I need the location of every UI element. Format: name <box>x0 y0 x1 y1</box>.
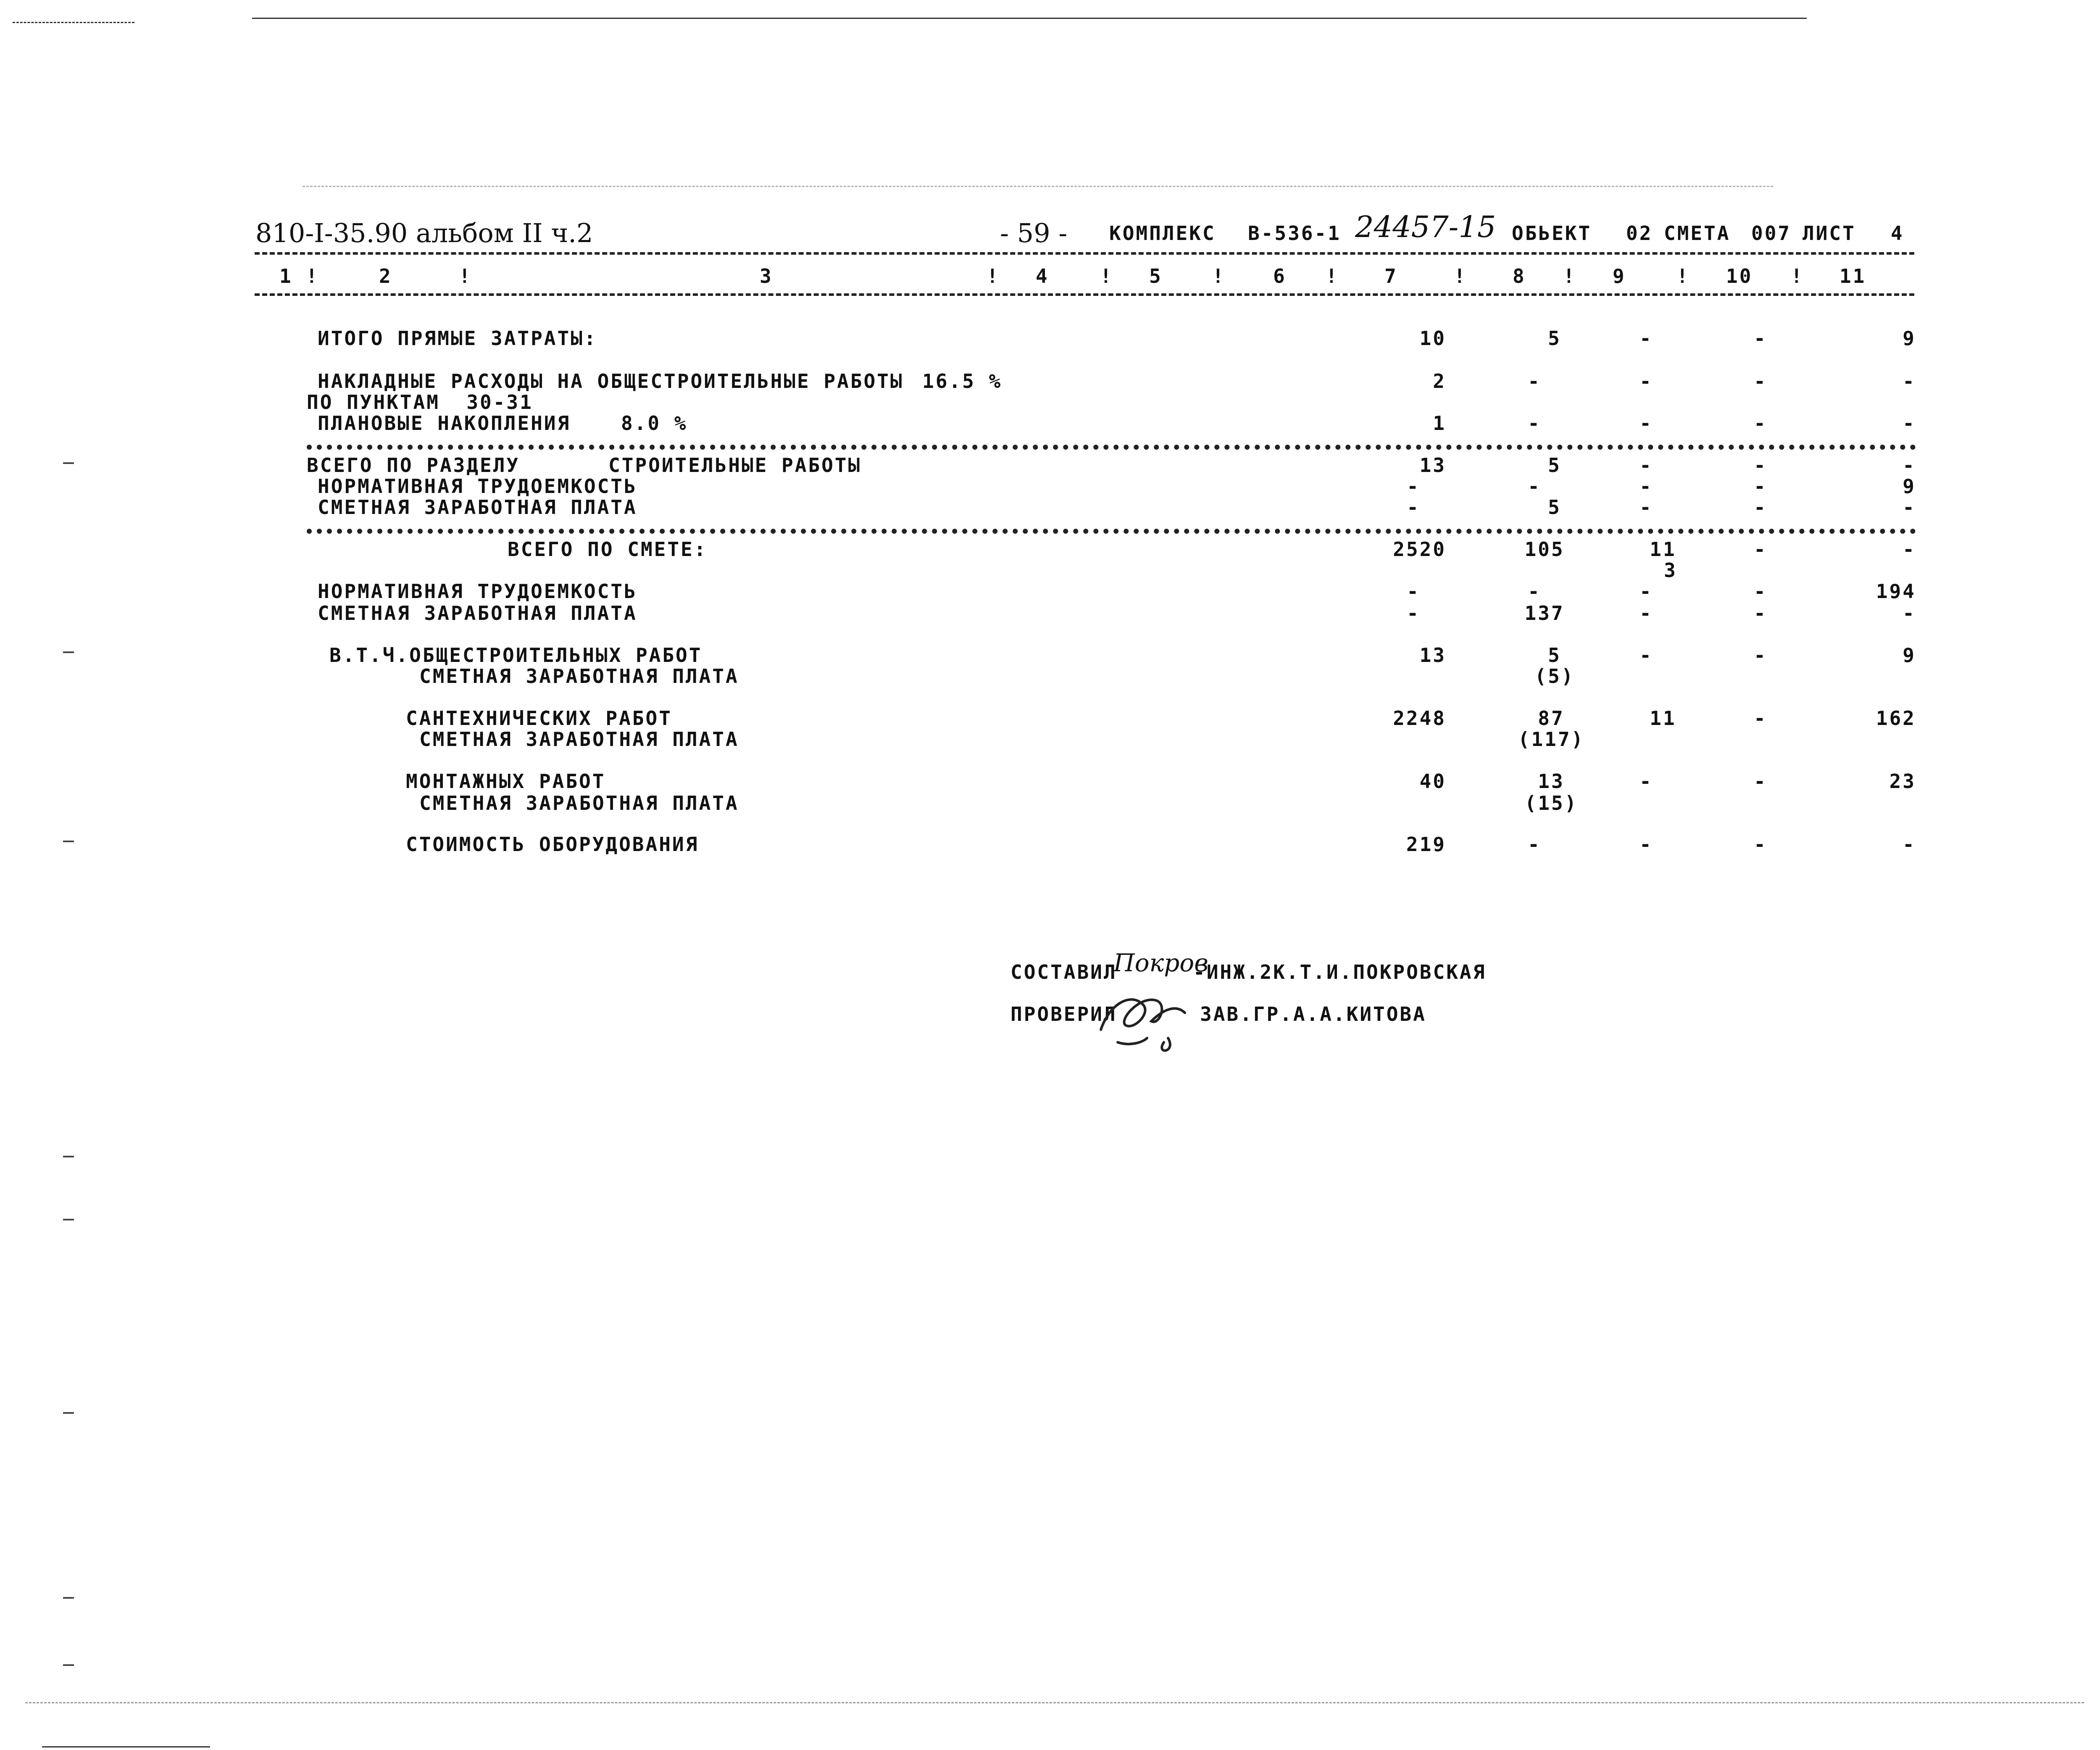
cell-c9: - <box>1639 412 1653 435</box>
cell-c7: - <box>1407 496 1420 519</box>
cell-c11: 23 <box>1889 770 1916 793</box>
cell-c10: - <box>1754 454 1767 477</box>
cell-c10: - <box>1754 370 1767 393</box>
cell-c11: - <box>1903 412 1916 435</box>
cell-c7: 2248 <box>1393 707 1446 730</box>
cell-c7: 40 <box>1419 770 1446 793</box>
col-sep: ! <box>1676 265 1690 287</box>
cell-c10: - <box>1754 538 1767 561</box>
cell-c10: - <box>1754 412 1767 435</box>
cell-c8: - <box>1528 580 1541 603</box>
margin-mark <box>63 1597 74 1599</box>
cell-c8: 137 <box>1524 602 1565 625</box>
cell-c8: 5 <box>1548 496 1561 519</box>
cell-c7: 1 <box>1433 412 1446 435</box>
cell-c7: 13 <box>1419 454 1446 477</box>
row-label: ПЛАНОВЫЕ НАКОПЛЕНИЯ <box>318 412 571 435</box>
cell-c9: - <box>1639 496 1653 519</box>
col-1: 1 <box>279 265 293 287</box>
compiled-label: СОСТАВИЛ <box>1011 961 1117 983</box>
cell-c8: 13 <box>1538 770 1565 793</box>
cell-c11: - <box>1903 602 1916 625</box>
col-9: 9 <box>1613 265 1626 287</box>
margin-mark <box>63 1664 74 1666</box>
cell-c9: - <box>1639 770 1653 793</box>
cell-c11: 9 <box>1903 644 1916 667</box>
scan-bottom-left-rule <box>42 1746 210 1747</box>
col-sep: ! <box>1100 265 1113 287</box>
col-10: 10 <box>1726 265 1753 287</box>
page-number: - 59 - <box>1000 218 1068 248</box>
cell-c9: - <box>1639 475 1653 498</box>
row-percent: 16.5 % <box>922 370 1003 393</box>
cell-c7: 2 <box>1433 370 1446 393</box>
cell-c10: - <box>1754 770 1767 793</box>
row-label: ВСЕГО ПО СМЕТЕ: <box>508 538 708 561</box>
col-sep: ! <box>1212 265 1226 287</box>
col-8: 8 <box>1513 265 1526 287</box>
cell-c8: 5 <box>1548 644 1561 667</box>
col-sep: ! <box>1791 265 1804 287</box>
cell-c9: 11 <box>1650 538 1676 561</box>
cell-c8: (15) <box>1524 792 1578 814</box>
row-label: НОРМАТИВНАЯ ТРУДОЕМКОСТЬ <box>318 475 637 498</box>
col-sep: ! <box>987 265 1000 287</box>
row-label: НАКЛАДНЫЕ РАСХОДЫ НА ОБЩЕСТРОИТЕЛЬНЫЕ РАБОТЫ <box>318 370 904 393</box>
col-3: 3 <box>760 265 773 287</box>
row-label: МОНТАЖНЫХ РАБОТ <box>406 770 606 793</box>
complex-code: В-536-1 <box>1248 222 1341 245</box>
cell-c9: - <box>1639 833 1653 856</box>
cell-c8: - <box>1528 833 1541 856</box>
row-percent: 8.0 % <box>621 412 688 435</box>
row-label: В.Т.Ч.ОБЩЕСТРОИТЕЛЬНЫХ РАБОТ <box>329 644 703 667</box>
cell-c7: - <box>1407 602 1420 625</box>
cell-c11: 194 <box>1876 580 1916 603</box>
cell-c8: - <box>1528 412 1541 435</box>
scan-bottom-rule <box>25 1702 2084 1703</box>
cell-c9: - <box>1639 644 1653 667</box>
compiled-signature: Покров <box>1113 949 1208 977</box>
col-sep: ! <box>1454 265 1467 287</box>
cell-c8: 5 <box>1548 454 1561 477</box>
col-6: 6 <box>1273 265 1287 287</box>
row-label: СМЕТНАЯ ЗАРАБОТНАЯ ПЛАТА <box>419 665 739 688</box>
header-rule-1 <box>255 252 1914 255</box>
cell-c11: 9 <box>1903 475 1916 498</box>
cell-c11: 9 <box>1903 327 1916 350</box>
cell-c7: 10 <box>1419 327 1446 350</box>
checked-signature <box>1092 979 1202 1059</box>
cell-c8: (117) <box>1518 728 1585 751</box>
cell-c11: 162 <box>1876 707 1916 730</box>
header-rule-2 <box>255 293 1914 296</box>
cell-c8: 5 <box>1548 327 1561 350</box>
row-label: СМЕТНАЯ ЗАРАБОТНАЯ ПЛАТА <box>318 602 637 625</box>
doc-code: 810-I-35.90 альбом II ч.2 <box>255 218 593 248</box>
margin-mark <box>63 841 74 842</box>
cell-c8: 105 <box>1524 538 1565 561</box>
row-label: ВСЕГО ПО РАЗДЕЛУ <box>307 454 520 477</box>
scan-top-left-rule <box>13 22 134 23</box>
cell-c8: (5) <box>1534 665 1575 688</box>
compiled-by: -ИНЖ.2К.Т.И.ПОКРОВСКАЯ <box>1193 961 1487 983</box>
col-2: 2 <box>379 265 392 287</box>
row-label: ИТОГО ПРЯМЫЕ ЗАТРАТЫ: <box>318 327 597 350</box>
cell-c9-sub: 3 <box>1664 559 1677 582</box>
margin-mark <box>63 1219 74 1220</box>
row-label: СМЕТНАЯ ЗАРАБОТНАЯ ПЛАТА <box>419 728 739 751</box>
cell-c10: - <box>1754 602 1767 625</box>
cell-c11: - <box>1903 496 1916 519</box>
cell-c11: - <box>1903 370 1916 393</box>
margin-mark <box>63 651 74 653</box>
cell-c11: - <box>1903 538 1916 561</box>
cell-c8: 87 <box>1538 707 1565 730</box>
col-4: 4 <box>1036 265 1049 287</box>
cell-c8: - <box>1528 475 1541 498</box>
row-label: САНТЕХНИЧЕСКИХ РАБОТ <box>406 707 672 730</box>
faint-rule <box>303 186 1773 187</box>
handwritten-number: 24457-15 <box>1355 210 1496 244</box>
sheet-number: 4 <box>1891 222 1904 245</box>
cell-c10: - <box>1754 496 1767 519</box>
cell-c7: 2520 <box>1393 538 1446 561</box>
cell-c8: - <box>1528 370 1541 393</box>
sheet-label: ЛИСТ <box>1803 222 1856 245</box>
section-name: СТРОИТЕЛЬНЫЕ РАБОТЫ <box>608 454 862 477</box>
section-dotted-rule <box>307 445 1916 450</box>
col-11: 11 <box>1839 265 1866 287</box>
col-sep: ! <box>459 265 472 287</box>
cell-c9: - <box>1639 454 1653 477</box>
margin-mark <box>63 1156 74 1157</box>
cell-c7: 219 <box>1406 833 1446 856</box>
cell-c9: - <box>1639 370 1653 393</box>
col-sep: ! <box>306 265 319 287</box>
cell-c10: - <box>1754 833 1767 856</box>
col-5: 5 <box>1149 265 1163 287</box>
cell-c7: - <box>1407 475 1420 498</box>
row-label: СМЕТНАЯ ЗАРАБОТНАЯ ПЛАТА <box>419 792 739 814</box>
row-label: ПО ПУНКТАМ 30-31 <box>307 391 533 414</box>
total-dotted-rule <box>307 529 1916 534</box>
complex-label: КОМПЛЕКС <box>1109 222 1216 245</box>
cell-c9: 11 <box>1650 707 1676 730</box>
cell-c9: - <box>1639 602 1653 625</box>
col-sep: ! <box>1563 265 1576 287</box>
estimate-number: 007 <box>1751 222 1792 245</box>
cell-c10: - <box>1754 707 1767 730</box>
object-number: 02 <box>1626 222 1653 245</box>
cell-c11: - <box>1903 454 1916 477</box>
row-label: СТОИМОСТЬ ОБОРУДОВАНИЯ <box>406 833 699 856</box>
row-label: СМЕТНАЯ ЗАРАБОТНАЯ ПЛАТА <box>318 496 637 519</box>
margin-mark <box>63 462 74 464</box>
checked-label: ПРОВЕРИЛ <box>1011 1003 1117 1025</box>
cell-c7: - <box>1407 580 1420 603</box>
cell-c7: 13 <box>1419 644 1446 667</box>
scan-top-rule <box>252 18 1807 19</box>
estimate-label: СМЕТА <box>1664 222 1731 245</box>
cell-c10: - <box>1754 580 1767 603</box>
cell-c11: - <box>1903 833 1916 856</box>
col-7: 7 <box>1384 265 1398 287</box>
cell-c10: - <box>1754 644 1767 667</box>
checked-by: ЗАВ.ГР.А.А.КИТОВА <box>1200 1003 1426 1025</box>
cell-c9: - <box>1639 327 1653 350</box>
object-label: ОБЬЕКТ <box>1512 222 1592 245</box>
cell-c10: - <box>1754 475 1767 498</box>
margin-mark <box>63 1412 74 1414</box>
col-sep: ! <box>1326 265 1339 287</box>
cell-c9: - <box>1639 580 1653 603</box>
row-label: НОРМАТИВНАЯ ТРУДОЕМКОСТЬ <box>318 580 637 603</box>
cell-c10: - <box>1754 327 1767 350</box>
